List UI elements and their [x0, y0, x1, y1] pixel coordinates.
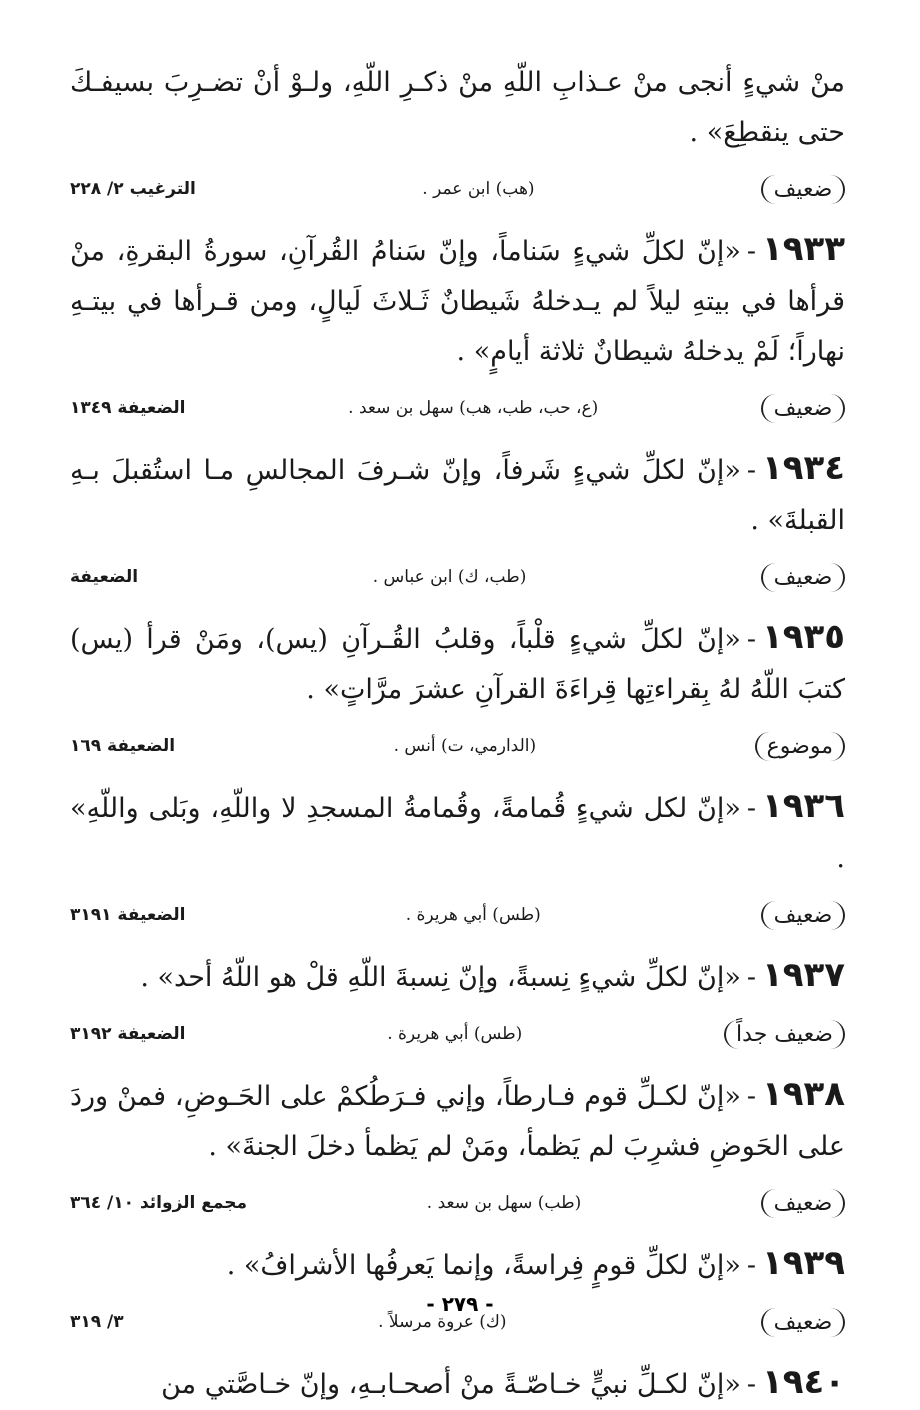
hadith-number: ١٩٣٩	[761, 1243, 845, 1283]
narrator-label: (هب) ابن عمر .	[422, 179, 535, 199]
hadith-entry: ١٩٣٧-«إنّ لكلِّ شيءٍ نِسبةً، وإنّ نِسبةَ اللّهِ قلْ هو اللّهُ أحد» .	[140, 955, 845, 995]
hadith-number: ١٩٣٥	[761, 617, 845, 657]
reference-label: الضعيفة	[70, 567, 139, 587]
hadith-text: «إنّ لكلِّ قومٍ فِراسةً، وإنما يَعرفُها الأشرافُ» .	[226, 1250, 741, 1281]
source-line	[70, 721, 845, 771]
narrator-label: (طس) أبي هريرة .	[405, 905, 541, 925]
narrator-label: (الدارمي، ت) أنس .	[393, 736, 537, 756]
grade-label: ضعيف جداً	[724, 1020, 845, 1049]
hadith-text: «إنّ لكلِّ شيءٍ سَناماً، وإنّ سَنامُ القُرآنِ، سورةُ البقرةِ، منْ قرأها في بيتهِ ليلاً لم يـدخلهُ شَيطانٌ ثَـلاثَ لَيالٍ، ومن قـرأها في بيتـهِ نهاراً؛ لَمْ يدخلهُ شيطانٌ ثلاثة أيامٍ» .	[70, 236, 845, 367]
reference-label: الضعيفة ١٣٤٩	[70, 398, 186, 418]
hadith-text: «إنّ لكلِّ شيءٍ نِسبةً، وإنّ نِسبةَ اللّهِ قلْ هو اللّهُ أحد» .	[140, 962, 741, 993]
reference-label: الترغيب ٢/ ٢٢٨	[70, 179, 196, 199]
narrator-label: (طب، ك) ابن عباس .	[372, 567, 527, 587]
reference-label: الضعيفة ١٦٩	[70, 736, 176, 756]
narrator-label: (طس) أبي هريرة .	[387, 1024, 523, 1044]
hadith-entry: ١٩٣٤-«إنّ لكلِّ شيءٍ شَرفاً، وإنّ شـرفَ المجالسِ مـا استُقبلَ بـهِ القبلةَ» .	[70, 448, 845, 536]
hadith-text: «إنّ لكلِّ شيءٍ شَرفاً، وإنّ شـرفَ المجالسِ مـا استُقبلَ بـهِ القبلةَ» .	[70, 455, 845, 536]
reference-label: الضعيفة ٣١٩٢	[70, 1024, 186, 1044]
hadith-number: ١٩٣٨	[761, 1074, 845, 1114]
hadith-entry: ١٩٣٩-«إنّ لكلِّ قومٍ فِراسةً، وإنما يَعرفُها الأشرافُ» .	[226, 1243, 845, 1283]
grade-label: ضعيف	[761, 563, 845, 592]
hadith-text: «إنّ لكلِّ شيءٍ قلْباً، وقلبُ القُـرآنِ (يس)، ومَنْ قرأ (يس) كتبَ اللّهُ لهُ بِقراءتِها قِراءَةَ القرآنِ عشرَ مرَّاتٍ» .	[70, 624, 845, 705]
source-line	[70, 1009, 845, 1059]
page-number: - ٢٧٩ -	[426, 1292, 494, 1316]
reference-label: مجمع الزوائد ١٠/ ٣٦٤	[70, 1193, 248, 1213]
hadith-number: ١٩٤٠	[761, 1362, 845, 1402]
hadith-text: «إنّ لكل شيءٍ قُمامةً، وقُمامةُ المسجدِ لا واللّهِ، وبَلى واللّهِ» .	[70, 793, 845, 874]
grade-label: ضعيف	[761, 1308, 845, 1337]
grade-label: ضعيف	[761, 901, 845, 930]
intro-text: منْ شيءٍ أنجى منْ عـذابِ اللّهِ منْ ذكـرِ اللّهِ، ولـوْ أنْ تضـرِبَ بسيفـكَ حتى ينقطِعَ» .	[70, 67, 845, 148]
grade-label: ضعيف	[761, 175, 845, 204]
grade-label: ضعيف	[761, 394, 845, 423]
narrator-label: (ك) عروة مرسلاً .	[378, 1312, 507, 1332]
hadith-entry: ١٩٣٣-«إنّ لكلِّ شيءٍ سَناماً، وإنّ سَنامُ القُرآنِ، سورةُ البقرةِ، منْ قرأها في بيتهِ ليلاً لم يـدخلهُ شَيطانٌ ثَـلاثَ لَيالٍ، ومن قـرأها في بيتـهِ نهاراً؛ لَمْ يدخلهُ شيطانٌ ثلاثة أيامٍ» .	[70, 229, 845, 367]
grade-label: موضوع	[755, 732, 845, 761]
narrator-label: (طب) سهل بن سعد .	[426, 1193, 582, 1213]
source-line	[70, 164, 845, 214]
hadith-entry: ١٩٤٠-«إنّ لكـلِّ نبيٍّ خـاصّـةً منْ أصحـابـهِ، وإنّ خـاصَّتي من	[161, 1362, 845, 1402]
source-line	[70, 552, 845, 602]
hadith-entry: ١٩٣٨-«إنّ لكـلِّ قوم فـارطاً، وإني فـرَطُكمْ على الحَـوضِ، فمنْ وردَ على الحَوضِ فشرِبَ لم يَظمأ، ومَنْ لم يَظمأ دخلَ الجنةَ» .	[70, 1074, 845, 1162]
hadith-number: ١٩٣٦	[761, 786, 845, 826]
grade-label: ضعيف	[761, 1189, 845, 1218]
hadith-number: ١٩٣٣	[761, 229, 845, 269]
reference-label: ٣/ ٣١٩	[70, 1312, 124, 1332]
reference-label: الضعيفة ٣١٩١	[70, 905, 186, 925]
page-content	[70, 58, 845, 1410]
source-line	[70, 1178, 845, 1228]
source-line	[70, 383, 845, 433]
hadith-entry: ١٩٣٥-«إنّ لكلِّ شيءٍ قلْباً، وقلبُ القُـرآنِ (يس)، ومَنْ قرأ (يس) كتبَ اللّهُ لهُ بِقراءتِها قِراءَةَ القرآنِ عشرَ مرَّاتٍ» .	[70, 617, 845, 705]
hadith-text: «إنّ لكـلِّ نبيٍّ خـاصّـةً منْ أصحـابـهِ، وإنّ خـاصَّتي من	[161, 1369, 741, 1400]
hadith-number: ١٩٣٤	[761, 448, 845, 488]
narrator-label: (ع، حب، طب، هب) سهل بن سعد .	[348, 398, 599, 418]
hadith-entry: ١٩٣٦-«إنّ لكل شيءٍ قُمامةً، وقُمامةُ المسجدِ لا واللّهِ، وبَلى واللّهِ» .	[70, 786, 845, 874]
hadith-number: ١٩٣٧	[761, 955, 845, 995]
hadith-text: «إنّ لكـلِّ قوم فـارطاً، وإني فـرَطُكمْ على الحَـوضِ، فمنْ وردَ على الحَوضِ فشرِبَ لم يَظمأ، ومَنْ لم يَظمأ دخلَ الجنةَ» .	[70, 1081, 845, 1162]
source-line	[70, 890, 845, 940]
